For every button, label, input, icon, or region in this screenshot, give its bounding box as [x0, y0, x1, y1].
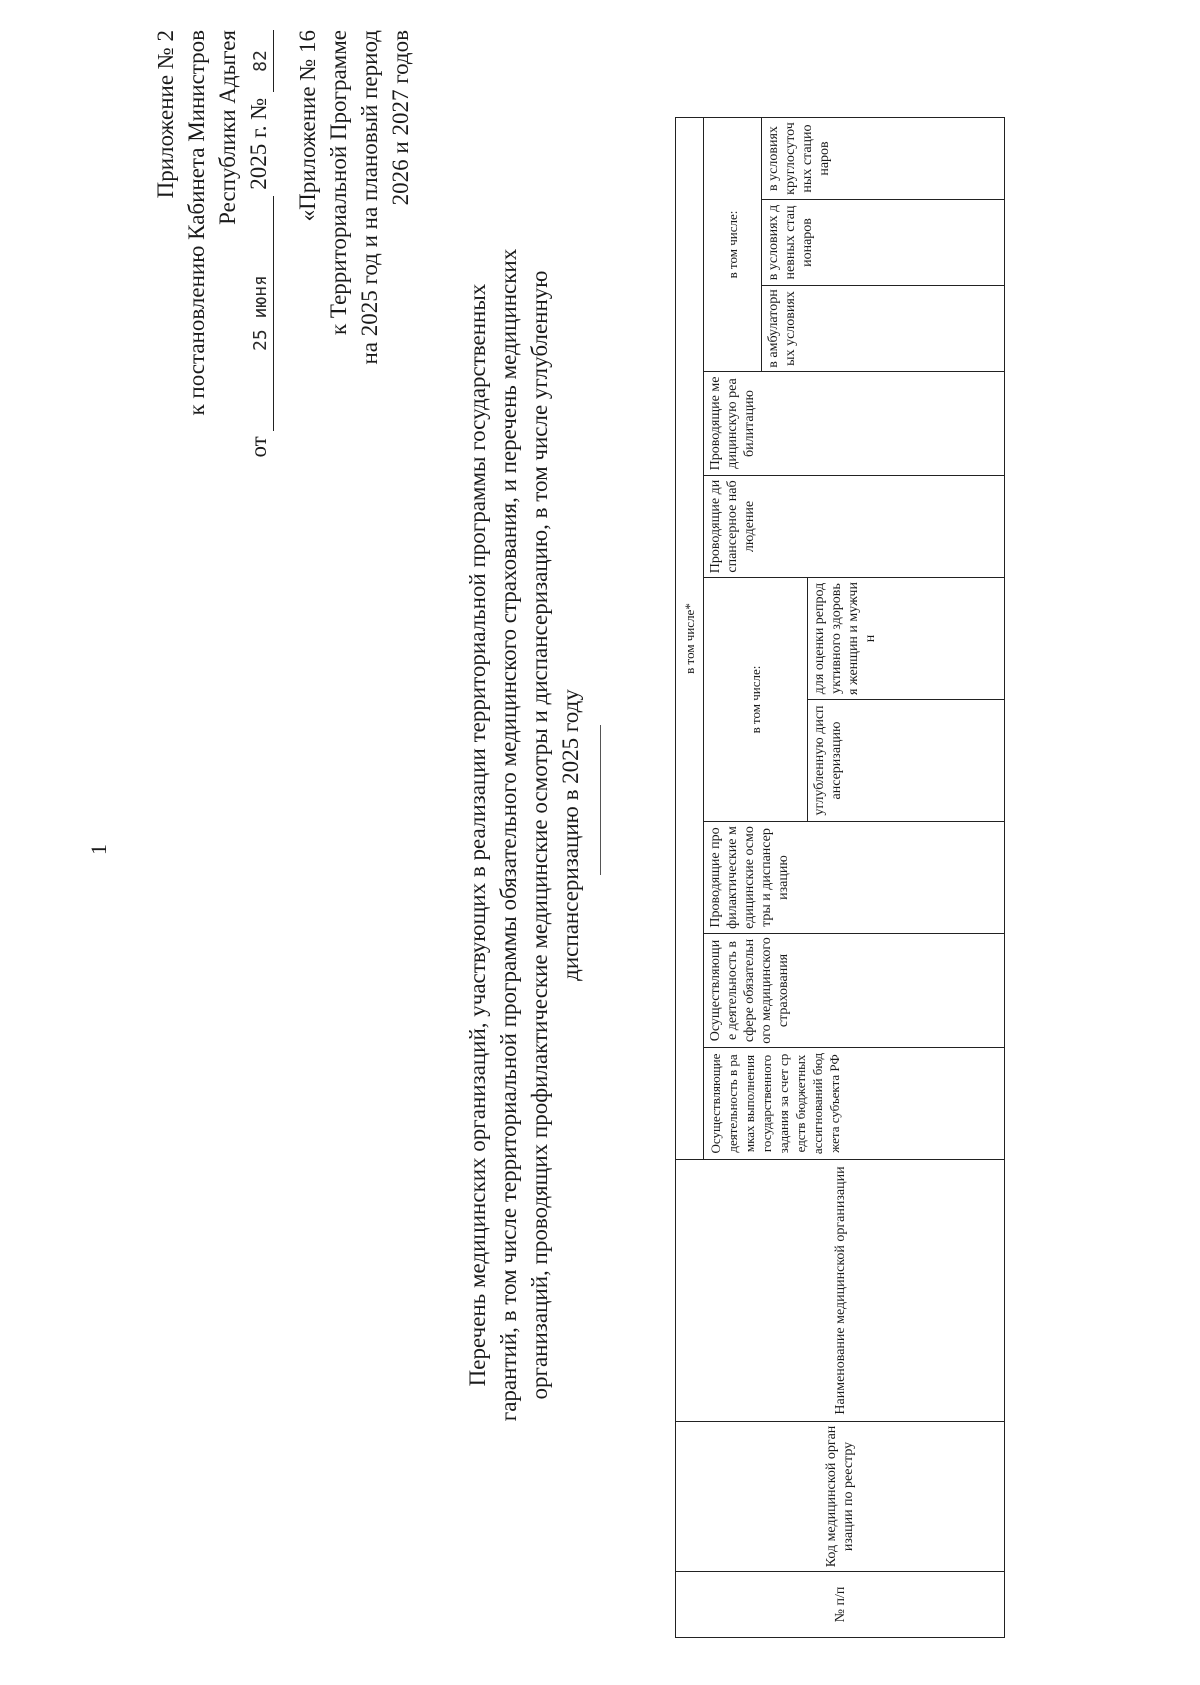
group-header-including: в том числе* — [676, 118, 704, 1160]
date-value: 25 июня — [249, 196, 274, 431]
column-header-round-clock-hospital: в условиях круглосуточных стационаров — [762, 118, 1005, 200]
page-number: 1 — [86, 844, 111, 855]
column-header-name: Наименование медицинской организации — [676, 1160, 1005, 1422]
column-header-number: № п/п — [676, 1572, 1005, 1638]
appendix-line-2: к постановлению Кабинета Министров — [184, 30, 209, 416]
group-header-preventive-including: в том числе: — [704, 578, 808, 822]
appendix-line-3: Республики Адыгея — [215, 30, 240, 225]
column-header-dispensary-observation: Проводящие диспансерное наблюдение — [704, 476, 1005, 578]
column-header-preventive-exams: Проводящие профилактические медицинские осмотры и диспансеризацию — [704, 822, 1005, 934]
reference-header — [292, 30, 416, 585]
title-line-1: Перечень медицинских организаций, участвующих в реализации территориальной программы государственных — [465, 283, 490, 1387]
column-header-rehabilitation: Проводящие медицинскую реабилитацию — [704, 372, 1005, 476]
group-header-rehabilitation-including: в том числе: — [704, 118, 762, 372]
column-header-oms: Осуществляющие деятельность в сфере обязательного медицинского страхования — [704, 934, 1005, 1048]
title-line-3: организаций, проводящих профилактические медицинские осмотры и диспансеризацию, в том числе углубленную — [527, 270, 552, 1400]
column-header-reproductive-health: для оценки репродуктивного здоровья женщин и мужчин — [808, 578, 1005, 700]
reference-line-2: к Территориальной Программе — [326, 30, 351, 335]
appendix-date-line — [243, 30, 274, 585]
reference-line-4: 2026 и 2027 годов — [388, 30, 413, 206]
title-line-2: гарантий, в том числе территориальной программы обязательного медицинского страхования, и перечень медицинских — [496, 248, 521, 1422]
column-header-outpatient: в амбулаторных условиях — [762, 286, 1005, 372]
year-text: 2025 г. № — [246, 97, 271, 190]
column-header-day-hospital: в условиях дневных стационаров — [762, 200, 1005, 286]
appendix-header — [150, 30, 274, 585]
appendix-title: Приложение № 2 — [153, 30, 178, 199]
organizations-table — [675, 117, 1005, 1638]
column-header-code: Код медицинской организации по реестру — [676, 1422, 1005, 1572]
resolution-number: 82 — [249, 30, 274, 92]
title-line-4: диспансеризацию в 2025 году — [558, 689, 583, 981]
document-title — [462, 115, 586, 1555]
reference-line-1: «Приложение № 16 — [295, 30, 320, 222]
column-header-in-depth-dispensarization: углубленную диспансеризацию — [808, 700, 1005, 822]
date-prefix: от — [246, 436, 271, 458]
reference-line-3: на 2025 год и на плановый период — [357, 30, 382, 365]
column-header-state-assignment: Осуществляющие деятельность в рамках выполнения государственного задания за счет средств бюджетных ассигнований бюджета субъекта РФ — [704, 1048, 1005, 1160]
title-underline — [600, 725, 601, 875]
